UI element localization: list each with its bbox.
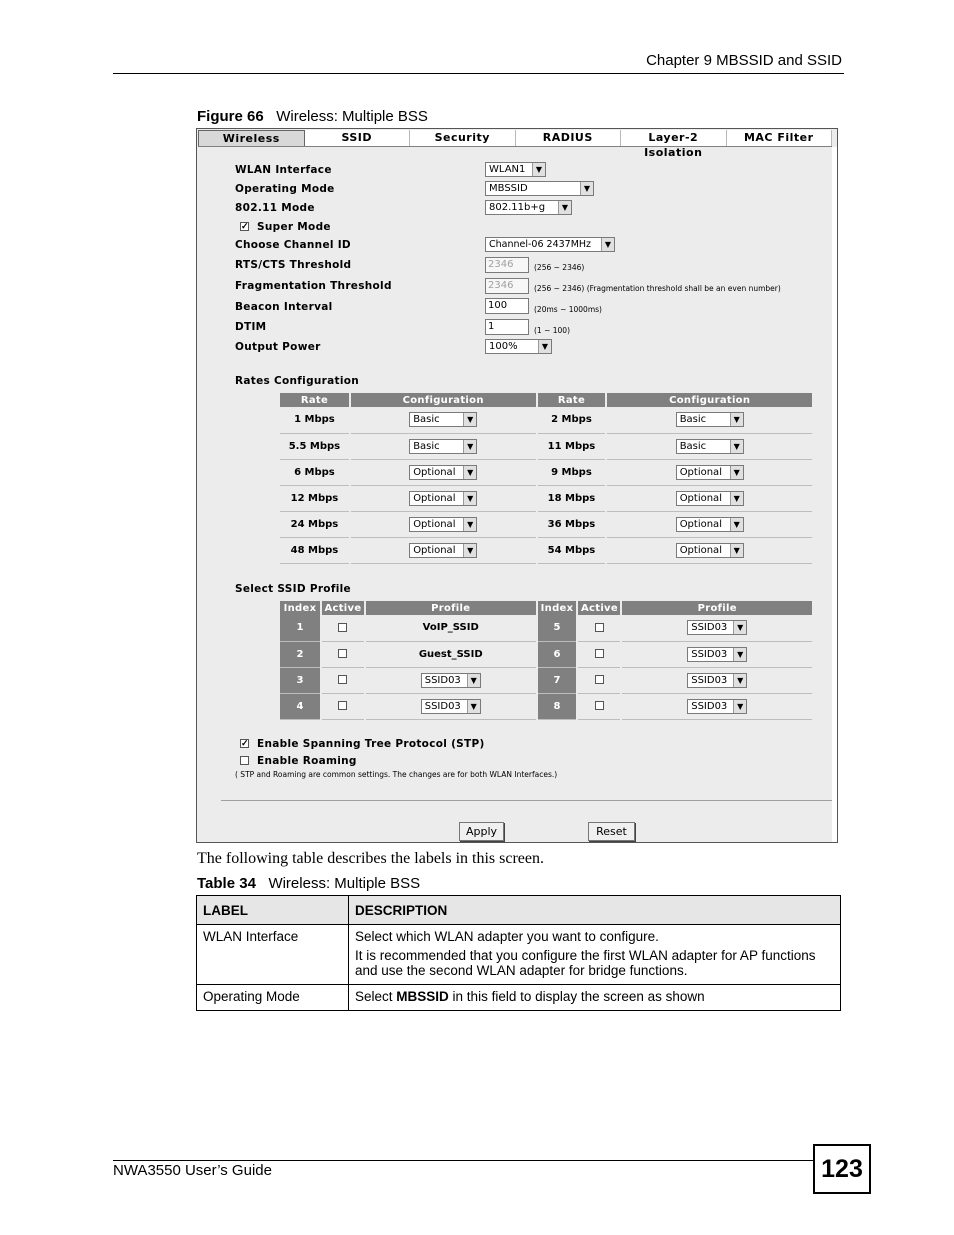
profile-cell — [365, 667, 537, 693]
dropdown-arrow-icon: ▼ — [463, 492, 476, 505]
mode-80211-label: 802.11 Mode — [235, 202, 315, 214]
chapter-header: Chapter 9 MBSSID and SSID — [646, 52, 842, 69]
frag-hint: (256 ~ 2346) (Fragmentation threshold shall be an even number) — [534, 284, 781, 293]
wlan-interface-select[interactable]: WLAN1 ▼ — [485, 162, 546, 177]
dropdown-arrow-icon: ▼ — [463, 518, 476, 531]
rate-config-select[interactable]: Optional ▼ — [409, 543, 477, 558]
mode-80211-select[interactable]: 802.11b+g ▼ — [485, 200, 572, 215]
rate-config-cell — [606, 511, 813, 537]
active-cell — [577, 615, 621, 641]
beacon-input[interactable]: 100 — [485, 298, 529, 314]
rate-config-select[interactable]: Optional ▼ — [409, 491, 477, 506]
table-row — [280, 407, 813, 433]
intro-text: The following table describes the labels in this screen. — [197, 850, 545, 867]
active-checkbox[interactable] — [338, 649, 347, 658]
ssid-header-profile: Profile — [365, 601, 537, 615]
ssid-header-active: Active — [321, 601, 365, 615]
rate-config-cell — [350, 459, 537, 485]
profile-cell — [621, 641, 813, 667]
rts-input[interactable]: 2346 — [485, 257, 529, 273]
profile-cell — [365, 693, 537, 719]
rts-label: RTS/CTS Threshold — [235, 259, 352, 271]
channel-select[interactable]: Channel-06 2437MHz ▼ — [485, 237, 615, 252]
active-checkbox[interactable] — [338, 623, 347, 632]
stp-label: Enable Spanning Tree Protocol (STP) — [257, 738, 485, 750]
active-checkbox[interactable] — [595, 623, 604, 632]
rate-config-select[interactable]: Optional ▼ — [676, 465, 744, 480]
dropdown-arrow-icon: ▼ — [463, 413, 476, 426]
profile-select[interactable]: SSID03 ▼ — [421, 673, 481, 688]
bold-term: MBSSID — [396, 989, 449, 1004]
dropdown-arrow-icon: ▼ — [601, 238, 614, 251]
footer-rule — [113, 1160, 813, 1161]
table-row — [197, 925, 841, 985]
rates-table — [280, 393, 814, 564]
roaming-label: Enable Roaming — [257, 755, 357, 767]
channel-label: Choose Channel ID — [235, 239, 351, 251]
wlan-interface-label: WLAN Interface — [235, 164, 332, 176]
rates-header-rate-2: Rate — [537, 393, 607, 407]
common-settings-note: ( STP and Roaming are common settings. The changes are for both WLAN Interfaces.) — [235, 770, 558, 779]
rates-header-config-2: Configuration — [606, 393, 813, 407]
active-cell — [577, 641, 621, 667]
scroll-strip — [832, 147, 837, 842]
dropdown-arrow-icon: ▼ — [463, 466, 476, 479]
rate-label: 1 Mbps — [280, 407, 350, 433]
active-checkbox[interactable] — [338, 675, 347, 684]
beacon-label: Beacon Interval — [235, 301, 333, 313]
desc-header-description: DESCRIPTION — [349, 896, 841, 925]
super-mode-checkbox[interactable]: ✓ — [241, 221, 249, 231]
rate-config-select[interactable]: Optional ▼ — [676, 491, 744, 506]
profile-cell — [621, 615, 813, 641]
rate-config-select[interactable]: Optional ▼ — [676, 517, 744, 532]
dropdown-arrow-icon: ▼ — [463, 544, 476, 557]
ssid-profile-title: Select SSID Profile — [235, 583, 351, 595]
dropdown-arrow-icon: ▼ — [558, 201, 571, 214]
active-checkbox[interactable] — [595, 675, 604, 684]
active-checkbox[interactable] — [595, 649, 604, 658]
dropdown-arrow-icon: ▼ — [538, 340, 551, 353]
tab-ssid[interactable]: SSID — [305, 130, 411, 146]
frag-input[interactable]: 2346 — [485, 278, 529, 294]
tab-mac-filter[interactable]: MAC Filter — [727, 130, 833, 146]
rate-config-cell — [606, 433, 813, 459]
page-number: 123 — [813, 1144, 871, 1194]
rate-config-cell — [350, 433, 537, 459]
rate-label: 6 Mbps — [280, 459, 350, 485]
dropdown-arrow-icon: ▼ — [467, 674, 480, 687]
rate-config-select[interactable]: Basic ▼ — [676, 412, 744, 427]
dtim-label: DTIM — [235, 321, 267, 333]
ssid-index: 7 — [537, 667, 578, 693]
ssid-index: 2 — [280, 641, 321, 667]
table-row — [280, 537, 813, 563]
ssid-index: 6 — [537, 641, 578, 667]
roaming-checkbox[interactable] — [240, 756, 249, 765]
active-cell — [321, 693, 365, 719]
rate-label: 2 Mbps — [537, 407, 607, 433]
active-cell — [577, 667, 621, 693]
dropdown-arrow-icon: ▼ — [730, 492, 743, 505]
row-label: Operating Mode — [197, 985, 349, 1011]
dropdown-arrow-icon: ▼ — [733, 674, 746, 687]
row-description: Select MBSSID in this field to display the screen as shown — [349, 985, 841, 1011]
table-row — [280, 433, 813, 459]
rate-config-select[interactable]: Optional ▼ — [409, 465, 477, 480]
tab-security[interactable]: Security — [410, 130, 516, 146]
rate-config-cell — [350, 485, 537, 511]
description-line: Select which WLAN adapter you want to configure. — [355, 929, 659, 944]
dropdown-arrow-icon: ▼ — [463, 440, 476, 453]
table-label: Table 34 — [197, 875, 256, 892]
rate-label: 24 Mbps — [280, 511, 350, 537]
profile-select[interactable]: SSID03 ▼ — [687, 699, 747, 714]
rate-config-cell — [606, 407, 813, 433]
ssid-index: 8 — [537, 693, 578, 719]
profile-select[interactable]: SSID03 ▼ — [687, 673, 747, 688]
apply-button[interactable]: Apply — [459, 822, 504, 841]
desc-header-label: LABEL — [197, 896, 349, 925]
active-cell — [321, 641, 365, 667]
rate-label: 12 Mbps — [280, 485, 350, 511]
rate-label: 5.5 Mbps — [280, 433, 350, 459]
rates-header-config: Configuration — [350, 393, 537, 407]
table-row — [280, 693, 813, 719]
output-power-label: Output Power — [235, 341, 321, 353]
dtim-input[interactable]: 1 — [485, 319, 529, 335]
dropdown-arrow-icon: ▼ — [733, 700, 746, 713]
super-mode-label: Super Mode — [257, 221, 331, 233]
beacon-hint: (20ms ~ 1000ms) — [534, 305, 602, 314]
operating-mode-select[interactable]: MBSSID ▼ — [485, 181, 594, 196]
ssid-index: 3 — [280, 667, 321, 693]
dropdown-arrow-icon: ▼ — [532, 163, 545, 176]
rate-config-cell — [350, 537, 537, 563]
table-row — [197, 985, 841, 1011]
rate-label: 36 Mbps — [537, 511, 607, 537]
form-divider — [221, 800, 832, 801]
stp-checkbox[interactable]: ✓ — [241, 738, 249, 748]
profile-name: VoIP_SSID — [365, 615, 537, 641]
profile-cell — [621, 667, 813, 693]
dropdown-arrow-icon: ▼ — [730, 466, 743, 479]
table-caption — [197, 875, 420, 892]
table-row — [280, 641, 813, 667]
rate-config-select[interactable]: Basic ▼ — [676, 439, 744, 454]
rates-config-title: Rates Configuration — [235, 375, 360, 387]
rate-config-select[interactable]: Optional ▼ — [409, 517, 477, 532]
rate-label: 48 Mbps — [280, 537, 350, 563]
ssid-profile-table — [280, 601, 814, 720]
rate-config-select[interactable]: Basic ▼ — [409, 412, 477, 427]
rate-label: 18 Mbps — [537, 485, 607, 511]
dropdown-arrow-icon: ▼ — [730, 518, 743, 531]
profile-name: Guest_SSID — [365, 641, 537, 667]
tab-layer2-isolation[interactable]: Layer-2 Isolation — [621, 130, 727, 146]
ssid-header-profile-2: Profile — [621, 601, 813, 615]
profile-cell — [621, 693, 813, 719]
profile-select[interactable]: SSID03 ▼ — [687, 647, 747, 662]
header-rule — [113, 73, 844, 74]
table-row — [280, 485, 813, 511]
rate-config-cell — [350, 407, 537, 433]
tab-bar — [198, 130, 832, 159]
rate-config-cell — [606, 485, 813, 511]
dtim-hint: (1 ~ 100) — [534, 326, 570, 335]
tab-radius[interactable]: RADIUS — [516, 130, 622, 146]
description-line: It is recommended that you configure the first WLAN adapter for AP functions and use the second WLAN adapter for bridge functions. — [355, 948, 816, 978]
figure-title: Wireless: Multiple BSS — [276, 108, 428, 125]
table-row — [280, 459, 813, 485]
dropdown-arrow-icon: ▼ — [580, 182, 593, 195]
ssid-index: 1 — [280, 615, 321, 641]
row-label: WLAN Interface — [197, 925, 349, 985]
operating-mode-label: Operating Mode — [235, 183, 335, 195]
dropdown-arrow-icon: ▼ — [733, 648, 746, 661]
table-row — [280, 667, 813, 693]
rate-config-cell — [606, 537, 813, 563]
ssid-header-active-2: Active — [577, 601, 621, 615]
dropdown-arrow-icon: ▼ — [733, 621, 746, 634]
active-cell — [321, 615, 365, 641]
output-power-select[interactable]: 100% ▼ — [485, 339, 552, 354]
rate-label: 54 Mbps — [537, 537, 607, 563]
rts-hint: (256 ~ 2346) — [534, 263, 585, 272]
description-table — [196, 895, 841, 1011]
row-description — [349, 925, 841, 985]
table-title: Wireless: Multiple BSS — [268, 875, 421, 892]
dropdown-arrow-icon: ▼ — [730, 440, 743, 453]
rate-label: 9 Mbps — [537, 459, 607, 485]
frag-label: Fragmentation Threshold — [235, 280, 392, 292]
dropdown-arrow-icon: ▼ — [467, 700, 480, 713]
profile-select[interactable]: SSID03 ▼ — [421, 699, 481, 714]
profile-select[interactable]: SSID03 ▼ — [687, 620, 747, 635]
active-checkbox[interactable] — [338, 701, 347, 710]
active-cell — [321, 667, 365, 693]
table-row — [280, 615, 813, 641]
rate-label: 11 Mbps — [537, 433, 607, 459]
rate-config-cell — [350, 511, 537, 537]
table-row — [280, 511, 813, 537]
active-checkbox[interactable] — [595, 701, 604, 710]
rates-header-rate: Rate — [280, 393, 350, 407]
guide-title: NWA3550 User’s Guide — [113, 1162, 272, 1179]
dropdown-arrow-icon: ▼ — [730, 544, 743, 557]
rate-config-cell — [606, 459, 813, 485]
figure-label: Figure 66 — [197, 108, 264, 125]
rate-config-select[interactable]: Optional ▼ — [676, 543, 744, 558]
tab-wireless[interactable]: Wireless — [198, 130, 305, 146]
figure-caption — [197, 108, 428, 125]
ssid-header-index-2: Index — [537, 601, 578, 615]
ssid-index: 4 — [280, 693, 321, 719]
reset-button[interactable]: Reset — [588, 822, 635, 841]
ssid-header-index: Index — [280, 601, 321, 615]
active-cell — [577, 693, 621, 719]
dropdown-arrow-icon: ▼ — [730, 413, 743, 426]
ssid-index: 5 — [537, 615, 578, 641]
rate-config-select[interactable]: Basic ▼ — [409, 439, 477, 454]
wireless-config-screenshot — [196, 128, 838, 843]
